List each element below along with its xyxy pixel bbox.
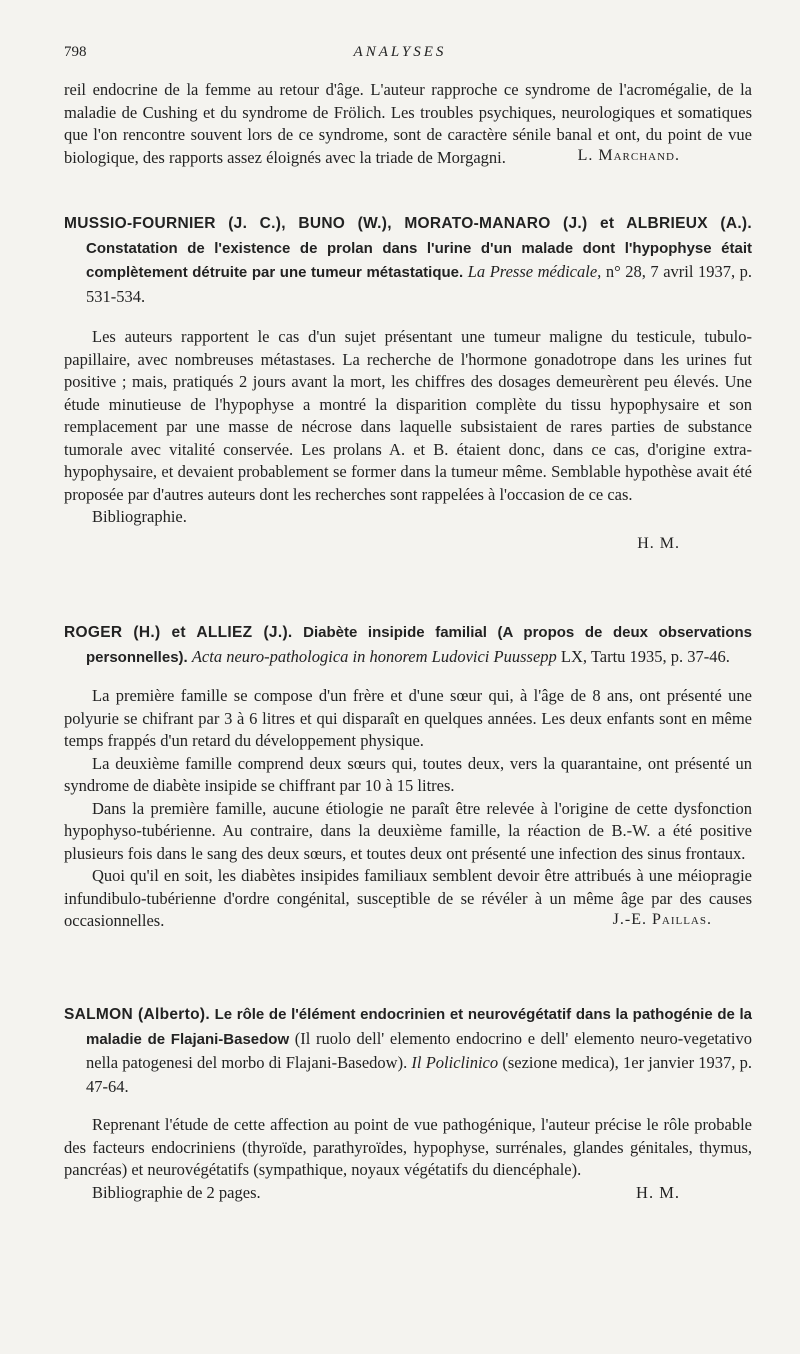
review-entry-1 (64, 211, 752, 553)
entry-authors: ROGER (H.) et ALLIEZ (J.). (64, 624, 293, 641)
reviewer-signature: J.-E. Paillas. (612, 910, 712, 928)
entry-paragraph: La première famille se compose d'un frère et d'une sœur qui, à l'âge de 8 ans, ont présenté une polyurie se chifrant par 3 à 6 litres et qui disparaît en quelques années. Les deux enfants sont en même temps frappés d'un retard du développement physique. (64, 686, 752, 750)
entry-heading (64, 620, 752, 669)
entry-source: Il Policlinico (411, 1053, 499, 1072)
review-entry-2 (64, 620, 752, 929)
entry-title-extra: (Il ruolo dell' elemento endocrino e dell' elemento neuro-vegetativo nella patogenesi del morbo di Flajani-Basedow). (86, 1028, 752, 1072)
entry-source: Acta neuro-pathologica in honorem Ludovici Puussepp (191, 646, 557, 666)
entry-title: Le rôle de l'élément endocrinien et neurovégétatif dans la pathogénie de la maladie de Flajani-Basedow (86, 1006, 753, 1048)
entry-paragraph: Les auteurs rapportent le cas d'un sujet présentant une tumeur maligne du testicule, tubulo-papillaire, avec nombreuses métastases. La recherche de l'hormone gonadotrope dans les urines fut positive ; mais, pratiqués 2 jours avant la mort, les chiffres des dosages demeurèrent peu élevés. Une étude minutieuse de l'hypophyse a montré la disparition complète du tissu hypophysaire et son remplacement par une masse de nécrose dans laquelle subsistaient de rares parties de substance tumorale avec vitalité conservée. Les prolans A. et B. étaient donc, dans ce cas, d'origine extra-hypophysaire, et devaient probablement se former dans la tumeur même. Semblable hypothèse avait été proposée par d'autres auteurs dont les recherches sont rappelées à l'occasion de ce cas. (64, 327, 752, 504)
entry-paragraph: La deuxième famille comprend deux sœurs qui, toutes deux, vers la quarantaine, ont présenté un syndrome de diabète insipide se chiffrant par 10 à 15 litres. (64, 753, 752, 795)
entry-source-details: (sezione medica), 1er janvier 1937, p. 47-64. (86, 1053, 753, 1096)
entry-paragraph: Bibliographie. (92, 507, 187, 526)
entry-heading (64, 1002, 752, 1098)
page-header (64, 44, 736, 68)
reviewer-signature: H. M. (637, 534, 680, 552)
reviewer-signature: L. Marchand. (577, 147, 680, 164)
entry-heading (64, 211, 752, 308)
page-number: 798 (64, 44, 87, 60)
entry-source-details: n° 28, 7 avril 1937, p. 531-534. (86, 262, 753, 306)
continuation-text: reil endocrine de la femme au retour d'âge. L'auteur rapproche ce syndrome de l'acromégalie, de la maladie de Cushing et du syndrome de Frölich. Les troubles psychiques, neurologiques et somatiques que l'on rencontre souvent lors de ce syndrome, sont de caractère sénile banal et ont, du point de vue biologique, des rapports assez éloignés avec la triade de Morgagni. (64, 80, 752, 167)
reviewer-signature: H. M. (636, 1182, 680, 1202)
running-title: ANALYSES (353, 44, 447, 60)
entry-paragraph: Dans la première famille, aucune étiologie ne paraît être relevée à l'origine de cette dysfonction hypophyso-tubérienne. Au contraire, dans la deuxième famille, la réaction de B.-W. a été positive plusieurs fois dans le sang des deux sœurs, et toutes deux ont présenté une infection des sinus frontaux. (64, 798, 752, 863)
entry-paragraph: Reprenant l'étude de cette affection au point de vue pathogénique, l'auteur précise le rôle probable des facteurs endocriniens (thyroïde, parathyroïdes, hypophyse, surrénales, glandes génitales, thymus, pancréas) et neurovégétatifs (sympathique, noyaux végétatifs du diencéphale). (64, 1115, 752, 1179)
continuation-block (64, 79, 752, 165)
entry-paragraph: Quoi qu'il en soit, les diabètes insipides familiaux semblent devoir être attribués à une méiopragie infundibulo-tubérienne d'ordre congénital, susceptible de se révéler à un même âge par des causes occasionnelles. (64, 866, 752, 930)
entry-authors: MUSSIO-FOURNIER (J. C.), BUNO (W.), MORATO-MANARO (J.) et ALBRIEUX (A.). (64, 215, 752, 232)
entry-source: La Presse médicale, (467, 262, 602, 281)
entry-title: Constatation de l'existence de prolan dans l'urine d'un malade dont l'hypophyse était complètement détruite par une tumeur métastatique. (86, 239, 752, 281)
entry-title: Diabète insipide familial (A propos de deux observations personnelles). (86, 624, 752, 666)
entry-source-details: LX, Tartu 1935, p. 37-46. (556, 646, 730, 666)
bibliography-note: Bibliographie de 2 pages. (92, 1182, 261, 1202)
entry-authors: SALMON (Alberto). (64, 1006, 210, 1023)
review-entry-3 (64, 1002, 752, 1204)
